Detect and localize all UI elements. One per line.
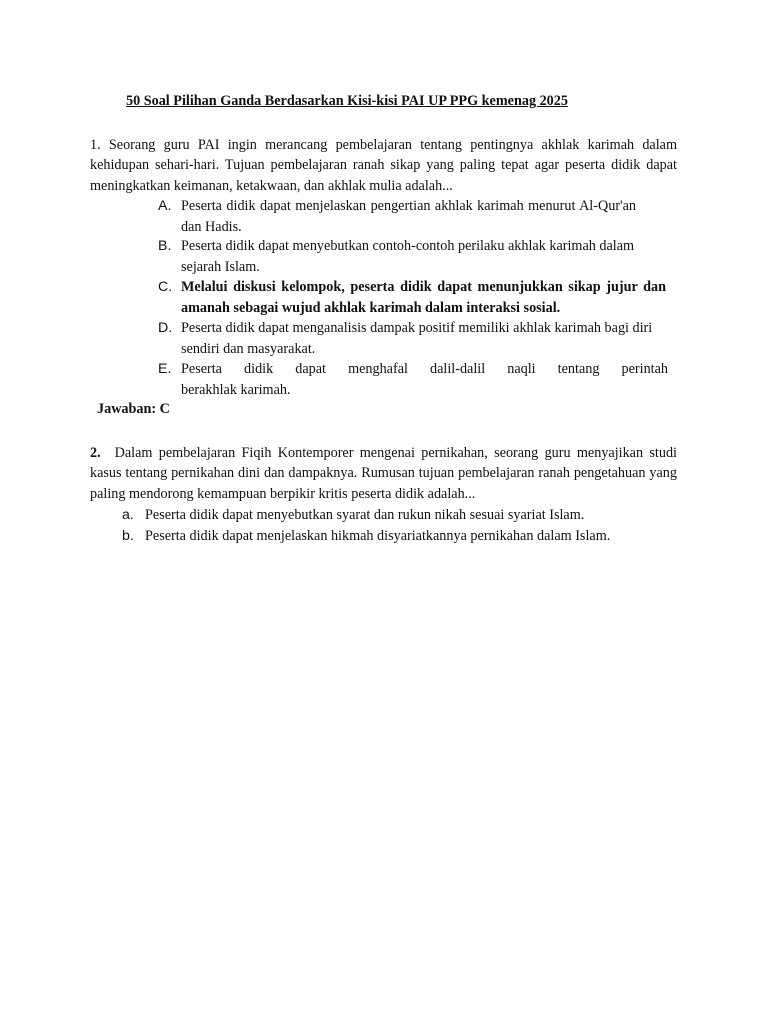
question-2-stem-text: Dalam pembelajaran Fiqih Kontemporer mengenai pernikahan, seorang guru menyajikan studi kasus tentang pernikahan dini dan dampaknya. Rumusan tujuan pembelajaran ranah pengetahuan yang paling mendorong kemampuan berpikir kritis peserta didik adalah... [90,445,677,502]
question-1-option-e-letter: E. [158,361,172,377]
question-2-option-a-letter: a. [122,507,134,523]
question-2-option-a: Peserta didik dapat menyebutkan syarat dan rukun nikah sesuai syariat Islam. [145,507,585,523]
question-1-option-a-letter: A. [158,198,172,214]
question-1-option-d-letter: D. [158,320,173,336]
question-1-option-e [181,359,668,400]
question-1-option-b: Peserta didik dapat menyebutkan contoh-contoh perilaku akhlak karimah dalam sejarah Islam. [181,238,635,275]
question-2-option-b: Peserta didik dapat menjelaskan hikmah disyariatkannya pernikahan dalam Islam. [145,528,611,544]
question-1-option-b-letter: B. [158,238,172,254]
question-1-option-e-line-1: Peserta didik dapat menghafal dalil-dalil naqli tentang perintah [181,361,668,377]
question-1-stem: 1. Seorang guru PAI ingin merancang pembelajaran tentang pentingnya akhlak karimah dalam kehidupan sehari-hari. Tujuan pembelajaran ranah sikap yang paling tepat agar peserta didik dapat meningkatkan keimanan, ketakwaan, dan akhlak mulia adalah... [90,137,677,194]
question-1-answer: Jawaban: C [97,401,170,417]
question-1-option-c-letter: C. [158,279,173,295]
question-1-option-a: Peserta didik dapat menjelaskan pengertian akhlak karimah menurut Al-Qur'an dan Hadis. [181,198,636,235]
question-2-option-b-letter: b. [122,528,134,544]
question-1-option-c: Melalui diskusi kelompok, peserta didik dapat menunjukkan sikap jujur dan amanah sebagai wujud akhlak karimah dalam interaksi sosial. [181,279,666,316]
question-1-option-d: Peserta didik dapat menganalisis dampak positif memiliki akhlak karimah bagi diri sendiri dan masyarakat. [181,320,653,357]
question-2-number: 2. [90,445,101,461]
document-title: 50 Soal Pilihan Ganda Berdasarkan Kisi-kisi PAI UP PPG kemenag 2025 [126,93,568,109]
question-1-option-e-line-2: berakhlak karimah. [181,381,291,398]
question-2-stem [90,443,677,504]
